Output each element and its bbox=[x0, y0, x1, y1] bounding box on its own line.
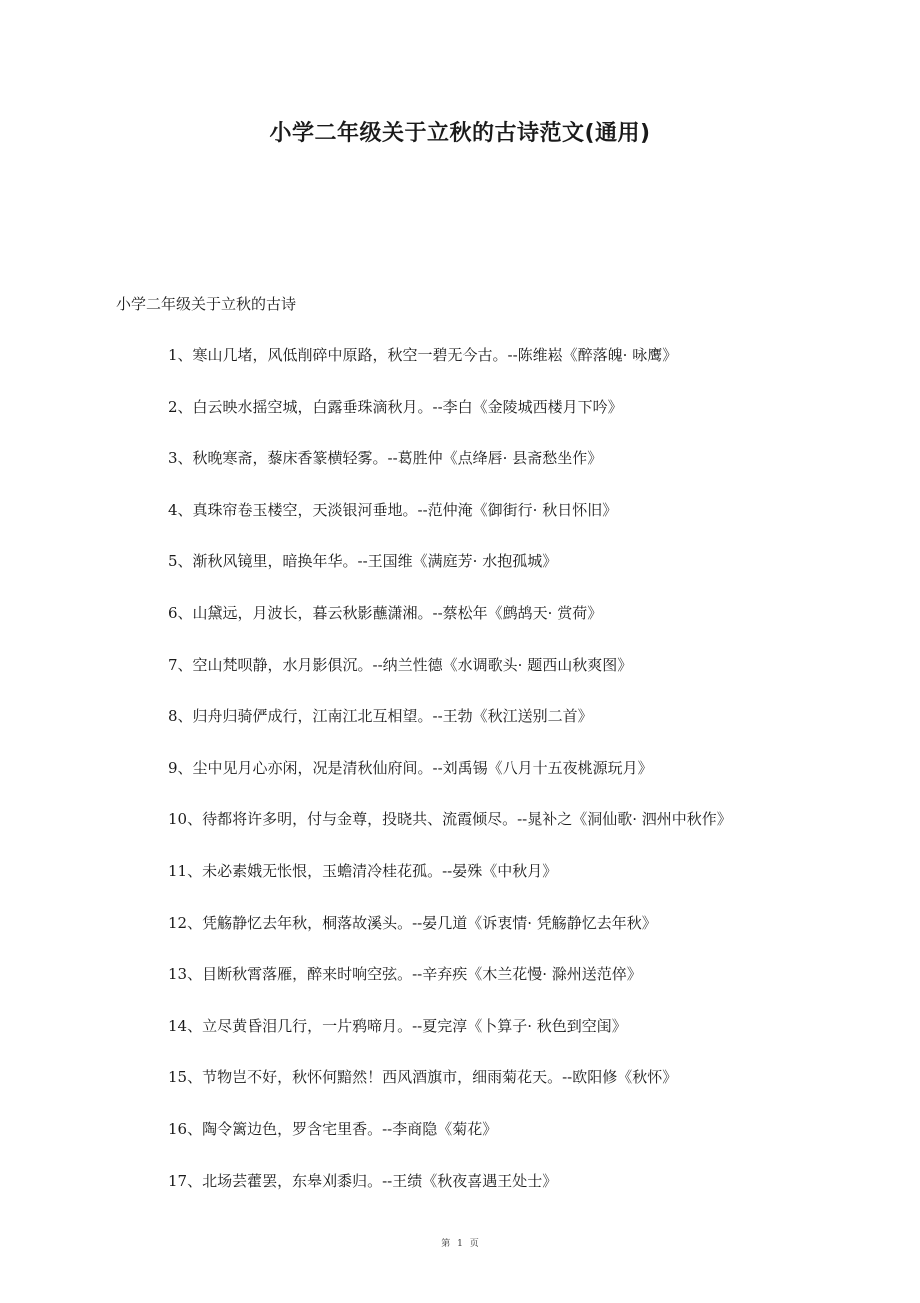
section-heading: 小学二年级关于立秋的古诗 bbox=[116, 295, 297, 313]
poem-line: 6、山黛远，月波长，暮云秋影蘸潇湘。--蔡松年《鹧鸪天· 赏荷》 bbox=[168, 603, 603, 622]
poem-line: 4、真珠帘卷玉楼空，天淡银河垂地。--范仲淹《御街行· 秋日怀旧》 bbox=[168, 500, 618, 519]
poem-list bbox=[168, 344, 908, 1221]
poem-line: 14、立尽黄昏泪几行，一片鸦啼月。--夏完淳《卜算子· 秋色到空闺》 bbox=[168, 1016, 627, 1035]
poem-line: 11、未必素娥无怅恨，玉蟾清冷桂花孤。--晏殊《中秋月》 bbox=[168, 861, 558, 880]
poem-line: 1、寒山几堵，风低削碎中原路，秋空一碧无今古。--陈维崧《醉落魄· 咏鹰》 bbox=[168, 346, 678, 364]
poem-line: 15、节物岂不好，秋怀何黯然！西风酒旗市，细雨菊花天。--欧阳修《秋怀》 bbox=[168, 1068, 678, 1087]
poem-line: 16、陶令篱边色，罗含宅里香。--李商隐《菊花》 bbox=[168, 1119, 498, 1138]
document-title: 小学二年级关于立秋的古诗范文(通用) bbox=[269, 121, 651, 146]
poem-line: 3、秋晚寒斋，藜床香篆横轻雾。--葛胜仲《点绛唇· 县斋愁坐作》 bbox=[168, 449, 603, 468]
poem-line: 2、白云映水摇空城，白露垂珠滴秋月。--李白《金陵城西楼月下吟》 bbox=[168, 397, 623, 416]
poem-line: 13、目断秋霄落雁，醉来时响空弦。--辛弃疾《木兰花慢· 滁州送范倅》 bbox=[168, 965, 642, 984]
poem-line: 9、尘中见月心亦闲，况是清秋仙府间。--刘禹锡《八月十五夜桃源玩月》 bbox=[168, 758, 653, 777]
poem-line: 7、空山梵呗静，水月影俱沉。--纳兰性德《水调歌头· 题西山秋爽图》 bbox=[168, 655, 633, 674]
poem-line: 5、渐秋风镜里，暗换年华。--王国维《满庭芳· 水抱孤城》 bbox=[168, 552, 558, 571]
page-suffix: 页 bbox=[469, 1239, 479, 1249]
poem-line: 8、归舟归骑俨成行，江南江北互相望。--王勃《秋江送别二首》 bbox=[168, 707, 593, 726]
poem-line: 10、待都将许多明，付与金尊，投晓共、流霞倾尽。--晁补之《洞仙歌· 泗州中秋作》 bbox=[168, 810, 732, 829]
poem-line: 12、凭觞静忆去年秋，桐落故溪头。--晏几道《诉衷情· 凭觞静忆去年秋》 bbox=[168, 913, 657, 932]
page-number bbox=[0, 1236, 920, 1249]
page-prefix: 第 bbox=[441, 1239, 451, 1249]
poem-line: 17、北场芸藿罢，东皋刈黍归。--王绩《秋夜喜遇王处士》 bbox=[168, 1171, 558, 1190]
page-number-value: 1 bbox=[457, 1239, 463, 1249]
